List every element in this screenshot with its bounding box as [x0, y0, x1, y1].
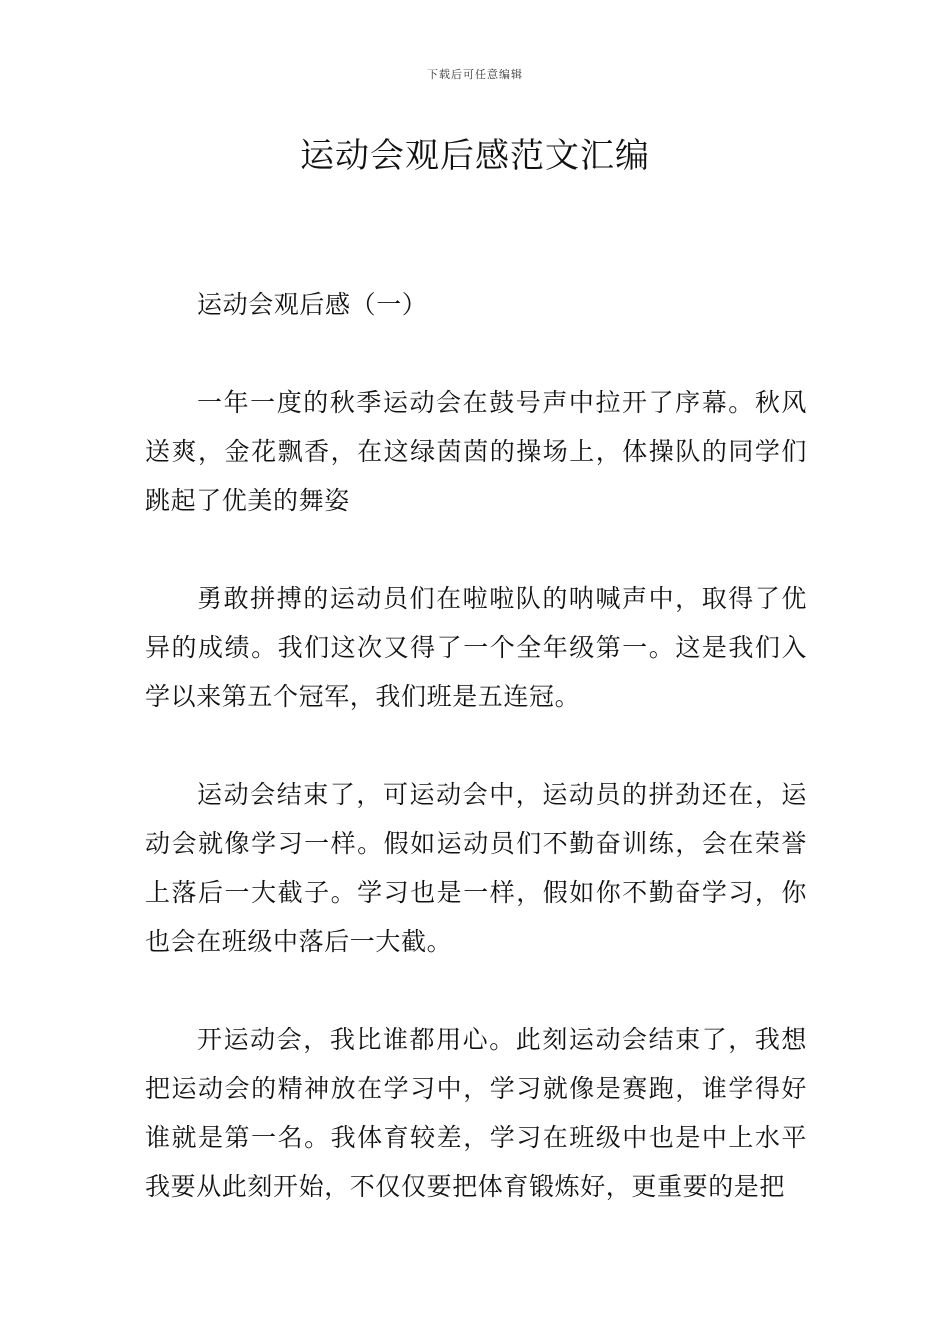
paragraph: 开运动会，我比谁都用心。此刻运动会结束了，我想把运动会的精神放在学习中，学习就像是赛跑，谁学得好谁就是第一名。我体育较差，学习在班级中也是中上水平我要从此刻开始，不仅仅要把体育锻炼好，更重要的是把	[145, 1025, 807, 1201]
section-heading: 运动会观后感（一）	[197, 290, 428, 319]
paragraph: 一年一度的秋季运动会在鼓号声中拉开了序幕。秋风送爽，金花飘香，在这绿茵茵的操场上，体操队的同学们跳起了优美的舞姿	[145, 388, 807, 515]
document-body	[145, 280, 807, 1260]
document-title: 运动会观后感范文汇编	[300, 136, 650, 176]
paragraph: 勇敢拼搏的运动员们在啦啦队的呐喊声中，取得了优异的成绩。我们这次又得了一个全年级第一。这是我们入学以来第五个冠军，我们班是五连冠。	[145, 584, 807, 711]
paragraph: 运动会结束了，可运动会中，运动员的拼劲还在，运动会就像学习一样。假如运动员们不勤奋训练，会在荣誉上落后一大截子。学习也是一样，假如你不勤奋学习，你也会在班级中落后一大截。	[145, 780, 807, 956]
header-note: 下载后可任意编辑	[427, 68, 523, 81]
